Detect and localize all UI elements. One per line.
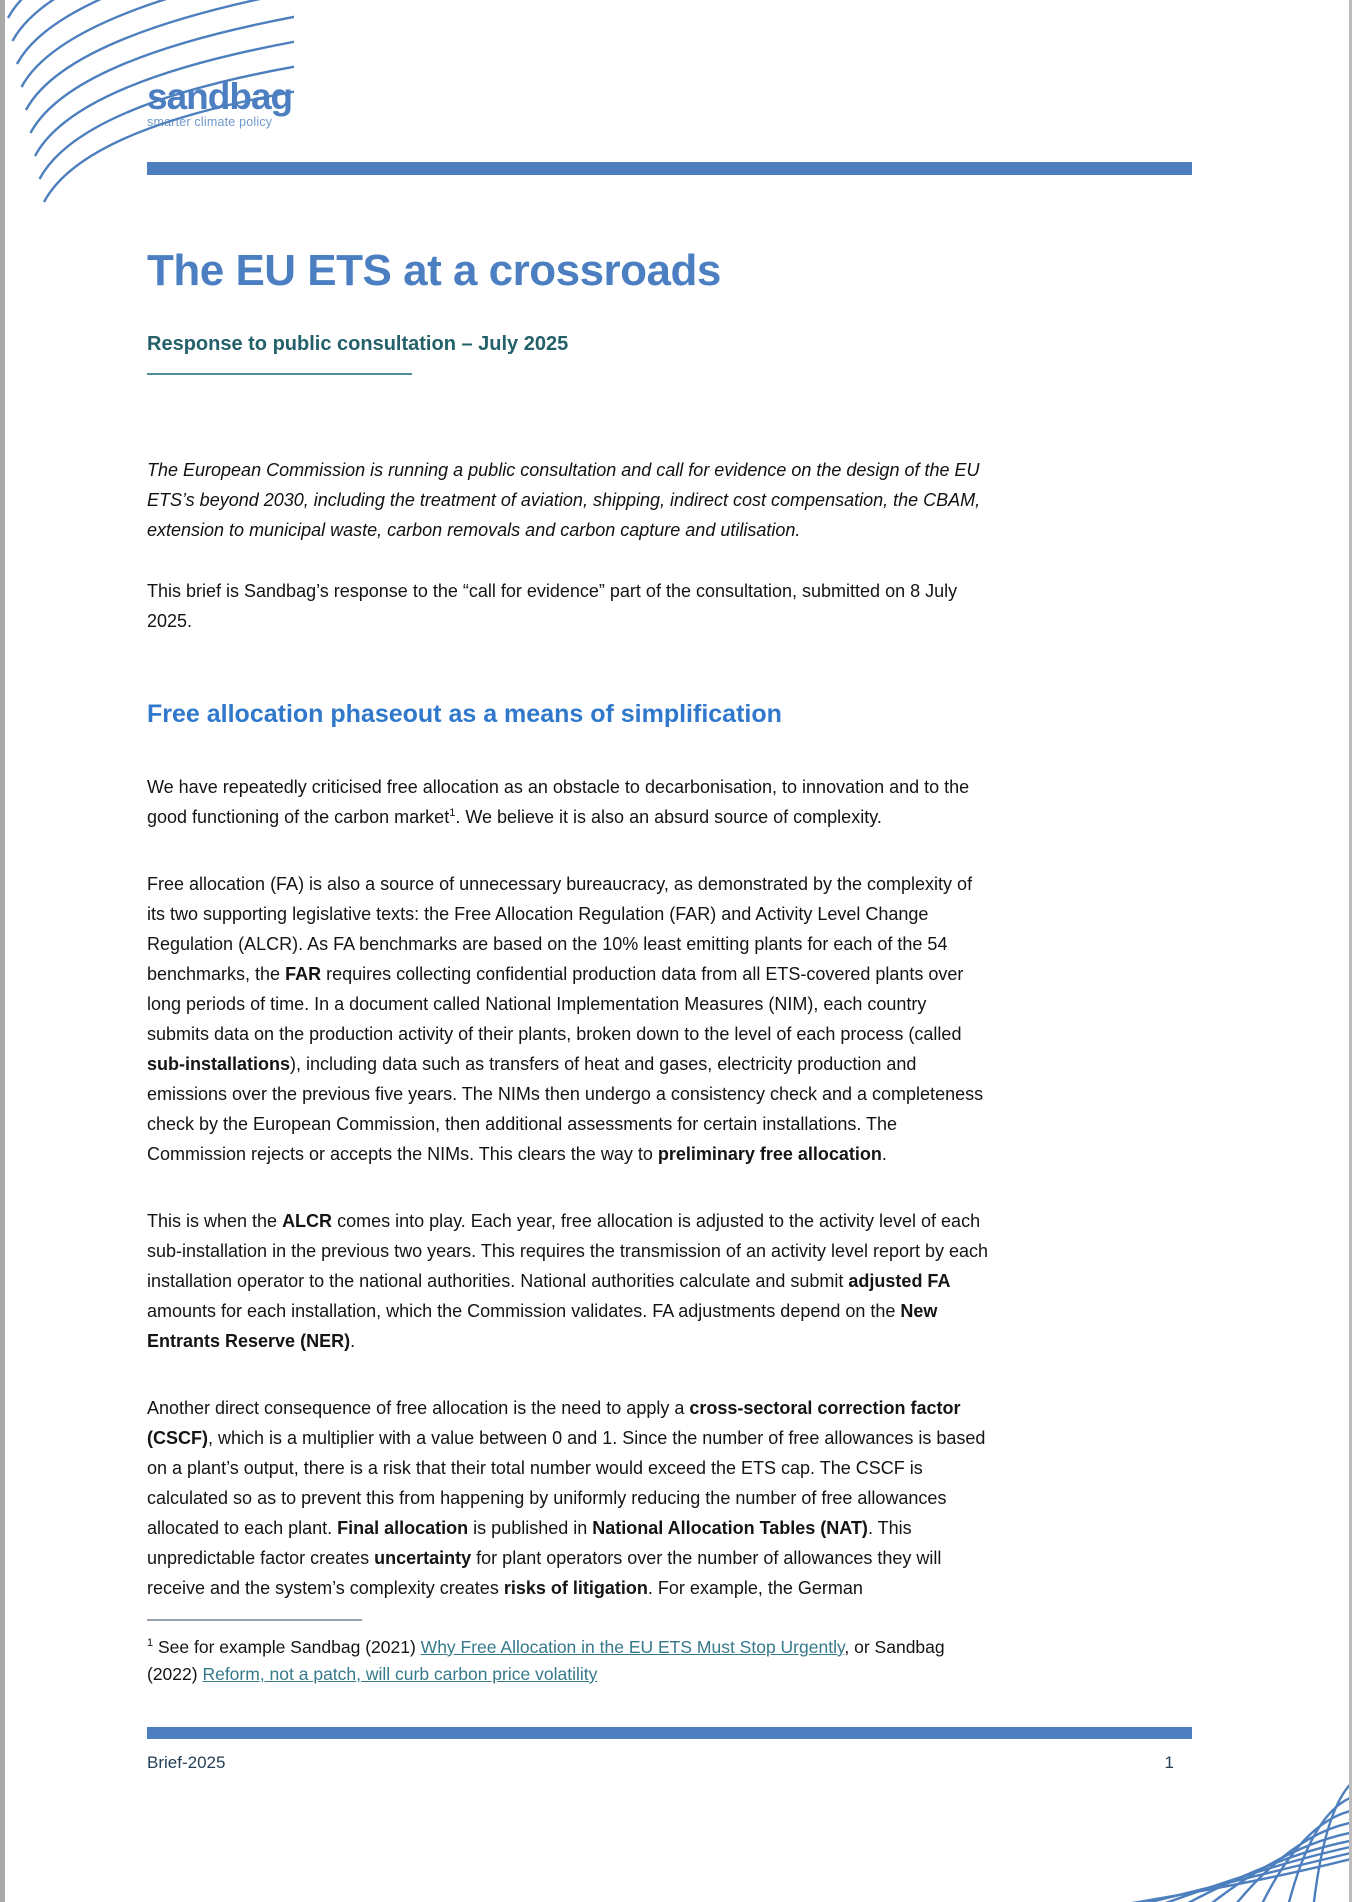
text-segment: uncertainty [374, 1547, 472, 1568]
text-segment: ALCR [282, 1210, 333, 1231]
text-segment: . This unpredictable factor creates [147, 1517, 912, 1568]
intro-lead-paragraph: The European Commission is running a public consultation and call for evidence on the design of the EU ETS’s beyond 2030, including the treatment of aviation, shipping, indirect cost compensation, the CBAM, extension to municipal waste, carbon removals and carbon capture and utilisation. [147, 459, 981, 540]
sandbag-logo [147, 78, 1352, 129]
intro-note-paragraph: This brief is Sandbag’s response to the “call for evidence” part of the consultation, submitted on 8 July 2025. [147, 580, 958, 631]
wave-lines-bottom-right-decoration [1049, 1752, 1349, 1902]
text-segment: comes into play. Each year, free allocation is adjusted to the activity level of each sub-installation in the previous two years. This requires the transmission of an activity level report by each installation operator to the national authorities. National authorities calculate and submit [147, 1210, 989, 1291]
text-segment: requires collecting confidential production data from all ETS-covered plants over long periods of time. In a document called National Implementation Measures (NIM), each country submits data on the production activity of their plants, broken down to the level of each process (called [147, 963, 964, 1044]
page-footer [147, 1753, 1192, 1773]
section-heading: Free allocation phaseout as a means of simplification [147, 699, 782, 728]
text-segment: is published in [468, 1517, 593, 1538]
text-segment: . [350, 1330, 356, 1351]
body-paragraph-4 [147, 1393, 992, 1603]
document-subtitle: Response to public consultation – July 2025 [147, 332, 569, 355]
body-paragraph-3 [147, 1206, 992, 1356]
text-segment: We have repeatedly criticised free allocation as an obstacle to decarbonisation, to innovation and to the good functioning of the carbon market [147, 776, 970, 827]
document-body [147, 247, 992, 1688]
footer-doc-ref: Brief-2025 [147, 1753, 226, 1772]
footnote-separator [147, 1619, 362, 1621]
text-segment: FAR [285, 963, 322, 984]
text-segment: adjusted FA [848, 1270, 951, 1291]
text-segment: . [881, 1143, 887, 1164]
logo-tagline: smarter climate policy [147, 115, 273, 129]
text-segment: . For example, the German [647, 1577, 863, 1598]
text-segment: See for example Sandbag (2021) [153, 1636, 421, 1657]
text-segment: for plant operators over the number of allowances they will receive and the system’s complexity creates [147, 1547, 942, 1598]
text-segment: ), including data such as transfers of heat and gases, electricity production and emissions over the previous five years. The NIMs then undergo a consistency check and a completeness check by the European Commission, then additional assessments for certain installations. The Commission rejects or accepts the NIMs. This clears the way to [147, 1053, 984, 1164]
footnote-link[interactable]: Why Free Allocation in the EU ETS Must Stop Urgently [420, 1636, 845, 1657]
text-segment: Another direct consequence of free allocation is the need to apply a [147, 1397, 690, 1418]
footnote-marker: 1 [147, 1637, 154, 1650]
logo-wordmark: sandbag [147, 76, 293, 117]
text-segment: amounts for each installation, which the Commission validates. FA adjustments depend on the [147, 1300, 901, 1321]
body-paragraph-1 [147, 772, 992, 832]
text-segment: sub-installations [147, 1053, 291, 1074]
subtitle-rule [147, 373, 412, 375]
text-segment: Final allocation [337, 1517, 469, 1538]
text-segment: . We believe it is also an absurd source of complexity. [455, 806, 882, 827]
footnote-marker: 1 [449, 806, 456, 819]
header-rule-bar [147, 162, 1192, 175]
text-segment: preliminary free allocation [657, 1143, 882, 1164]
footer-page-number: 1 [1164, 1753, 1174, 1772]
text-segment: Free allocation (FA) is also a source of unnecessary bureaucracy, as demonstrated by the complexity of its two supporting legislative texts: the Free Allocation Regulation (FAR) and Activity Level Change Regulation (ALCR). As FA benchmarks are based on the 10% least emitting plants for each of the 54 benchmarks, the [147, 873, 973, 984]
text-segment: , or Sandbag (2022) [147, 1636, 945, 1684]
page-edge-left [0, 0, 5, 1902]
masthead [0, 78, 1352, 175]
footer-rule-bar [147, 1727, 1192, 1739]
text-segment: cross-sectoral correction factor (CSCF) [147, 1397, 961, 1448]
text-segment: , which is a multiplier with a value between 0 and 1. Since the number of free allowances is based on a plant’s output, there is a risk that their total number would exceed the ETS cap. The CSCF is calculated so as to prevent this from happening by uniformly reducing the number of free allowances allocated to each plant. [147, 1427, 986, 1538]
text-segment: risks of litigation [503, 1577, 648, 1598]
text-segment: National Allocation Tables (NAT) [592, 1517, 868, 1538]
text-segment: New Entrants Reserve (NER) [147, 1300, 938, 1351]
footnote-link[interactable]: Reform, not a patch, will curb carbon price volatility [202, 1663, 598, 1684]
text-segment: This is when the [147, 1210, 283, 1231]
footnote [147, 1634, 992, 1688]
body-paragraph-2 [147, 869, 992, 1169]
document-title: The EU ETS at a crossroads [147, 245, 721, 295]
